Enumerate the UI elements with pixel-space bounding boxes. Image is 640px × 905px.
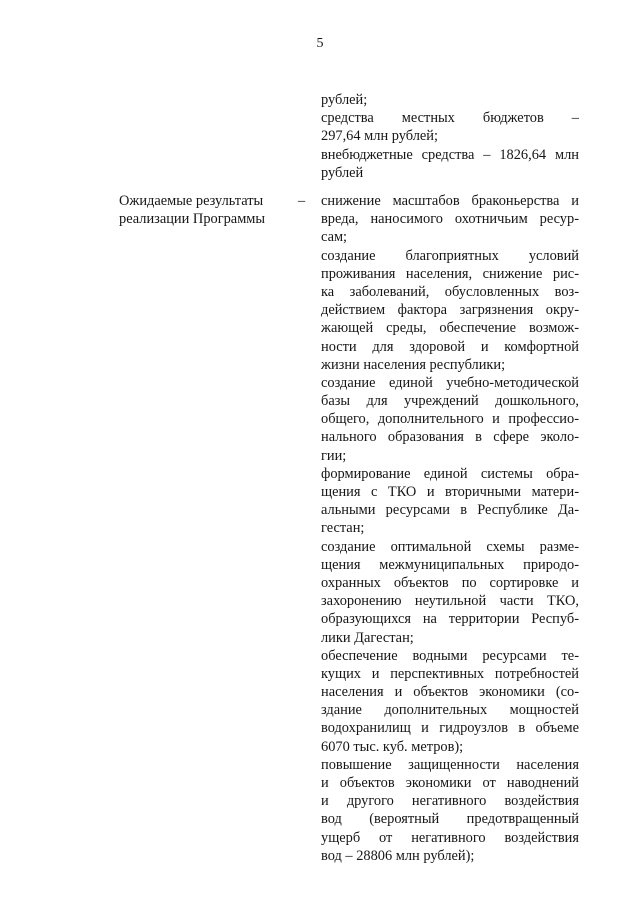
text-line: щения с ТКО и вторичными матери-: [321, 484, 579, 500]
result-item: [321, 756, 579, 865]
text-line: обеспечение водными ресурсами те-: [321, 647, 579, 664]
text-line: альными ресурсами в Республике Да-: [321, 502, 579, 519]
text-line: базы для учреждений дошкольного,: [321, 393, 579, 410]
text-line: здание дополнительных мощностей: [321, 702, 579, 719]
text-line: создание благоприятных условий: [321, 247, 579, 264]
text-line: создание оптимальной схемы разме-: [321, 538, 579, 555]
text-line: жизни населения республики;: [321, 356, 506, 373]
text-line: образующихся на территории Респуб-: [321, 611, 579, 628]
text-line: проживания населения, снижение рис-: [321, 265, 579, 282]
result-item: [321, 465, 579, 538]
text-line: повышение защищенности населения: [321, 756, 579, 773]
text-line: средства местных бюджетов –: [321, 110, 579, 127]
text-line: вреда, наносимого охотничьим ресур-: [321, 211, 579, 228]
text-line: формирование единой системы обра-: [321, 465, 579, 482]
text-line: кущих и перспективных потребностей: [321, 665, 579, 682]
section-label: [119, 192, 289, 228]
text-line: внебюджетные средства – 1826,64 млн: [321, 146, 579, 163]
text-line: рублей: [321, 164, 364, 181]
text-line: жающей среды, обеспечение возмож-: [321, 320, 579, 337]
text-line: населения и объектов экономики (со-: [321, 684, 579, 701]
result-item: [321, 374, 579, 465]
text-line: щения межмуниципальных природо-: [321, 556, 579, 573]
text-line: действием фактора загрязнения окру-: [321, 302, 579, 319]
text-line: гестан;: [321, 520, 365, 537]
text-line: 6070 тыс. куб. метров);: [321, 738, 464, 755]
text-line: рублей;: [321, 92, 368, 108]
text-line: водохранилищ и гидроузлов в объеме: [321, 720, 579, 737]
text-line: общего, дополнительного и профессио-: [321, 411, 579, 428]
text-line: охранных объектов по сортировке и: [321, 574, 579, 591]
text-line: снижение масштабов браконьерства и: [321, 193, 579, 209]
text-line: создание единой учебно-методической: [321, 374, 579, 391]
text-line: вод (вероятный предотвращенный: [321, 811, 579, 828]
section-label-line: реализации Программы: [119, 211, 266, 228]
section-label-line: Ожидаемые результаты: [119, 193, 264, 209]
text-line: захоронению неутильной части ТКО,: [321, 593, 579, 610]
text-line: нального образования в сфере эколо-: [321, 429, 579, 446]
section-dash: –: [298, 193, 306, 209]
text-line: лики Дагестан;: [321, 629, 414, 646]
result-item: [321, 247, 579, 374]
text-line: ка заболеваний, обусловленных воз-: [321, 283, 579, 300]
text-line: вод – 28806 млн рублей);: [321, 847, 475, 864]
text-line: ущерб от негативного воздействия: [321, 829, 579, 846]
text-line: и другого негативного воздействия: [321, 793, 579, 810]
result-item: [321, 538, 579, 647]
financing-continuation: [321, 91, 579, 182]
expected-results-list: [321, 192, 579, 865]
result-item: [321, 647, 579, 756]
text-line: сам;: [321, 229, 348, 246]
text-line: 297,64 млн рублей;: [321, 128, 439, 145]
text-line: гии;: [321, 447, 347, 464]
result-item: [321, 192, 579, 247]
text-line: ности для здоровой и комфортной: [321, 338, 579, 355]
page-number: 5: [316, 36, 324, 51]
text-line: и объектов экономики от наводнений: [321, 775, 579, 791]
